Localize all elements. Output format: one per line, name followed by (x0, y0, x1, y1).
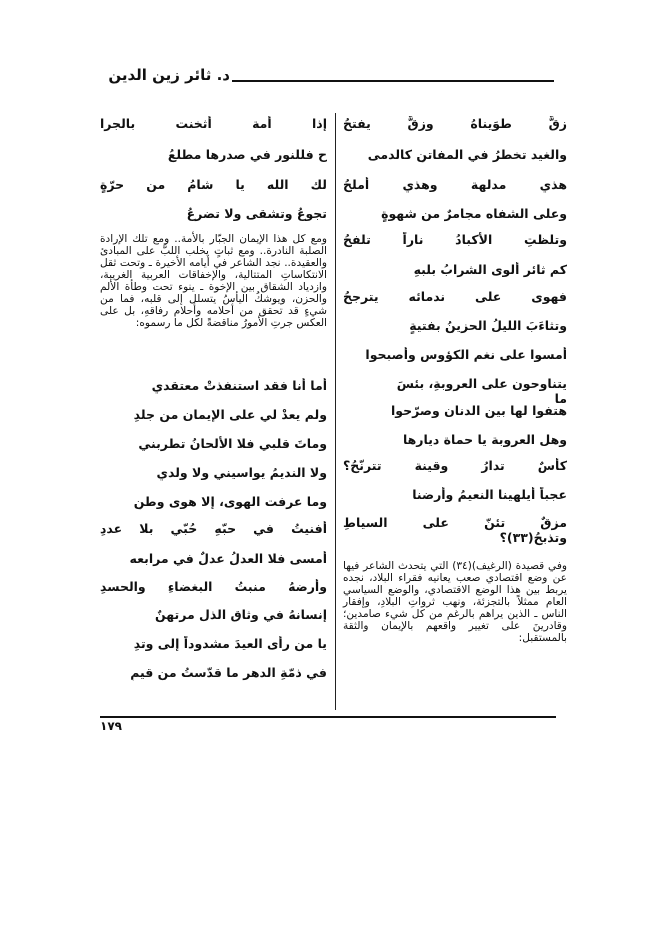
prose-paragraph: ومع كل هذا الإيمان الجبّار بالأمة.. ومع تلك الإرادة الصلبة النادرة.. ومع ثباتٍ يخلب اللبَّ على المبادئ والعقيدة.. نجد الشاعر في أيامه الأخيرة ـ وتحت ثقل الانتكاساتِ المتتالية، والإخفاقات العربية الغريبة، وازدياد الشقاق بين الإخوة ـ ينوء تحت وطأة الألم والحزن، ويوشكُ اليأسُ يتسلل إلى قلبه، فما من شيءٍ قد تحقق من أحلامه وأحلام رفاقهِ، بل على العكس جرتِ الأمورُ مناقضةً لكل ما رسموه: (100, 233, 327, 329)
verse-line: فهوى على ندمائه يترجحُ (343, 289, 567, 304)
verse-line: ح فللنور في صدرها مطلعُ (167, 147, 327, 162)
verse-line: وتثاءَبَ الليلُ الحزينُ بفتيةٍ (409, 318, 567, 333)
verse-line: كأسٌ تدارُ وقينة تترنّحُ؟ (343, 458, 567, 473)
verse-line: مزقٌ تئنّ على السياطِ (343, 515, 567, 530)
verse-line: تجوعُ وتشقى ولا تضرعُ (186, 206, 327, 221)
verse-line: أمسى فلا العدلُ عدلٌ في مرابعه (129, 551, 327, 566)
verse-line: يتناوحون على العروبةِ، بئسَ (396, 376, 567, 391)
verse-line: وتذبحُ(٣٣)؟ (499, 530, 567, 545)
author-header: د. ثائر زين الدين (108, 66, 230, 84)
verse-line: هتفوا لها بين الدنان وصرّحوا (391, 403, 567, 418)
verse-line: زقٌّ طوَيناهُ وزقٌّ يفتحُ (343, 116, 567, 131)
verse-line: وماتَ قلبي فلا الألحانُ تطربني (138, 436, 327, 451)
verse-line: أفنيتُ في حبّهِ حُبّي بلا عددِ (100, 521, 327, 536)
verse-line: كم ثائر ألوى الشرابُ بلبهِ (413, 262, 567, 277)
verse-line: يا من رأى العيدَ مشدوداً إلى وتدِ (133, 636, 327, 651)
verse-line: في ذمّةِ الدهر ما قدّستُ من قيمِ (130, 665, 327, 680)
verse-line: وما عرفت الهوى، إلا هوى وطنٍ (133, 494, 327, 509)
verse-line: ما (554, 391, 567, 406)
verse-line: لك الله يا شامُ من حرّةٍ (100, 177, 327, 192)
verse-line: إذا أمة أثخنت بالجرا (100, 116, 327, 131)
verse-line: عجباً أيلهينا النعيمُ وأرضنا (412, 487, 567, 502)
verse-line: إنسانهُ في وثاق الذل مرتهنٌ (155, 607, 327, 622)
column-divider (335, 113, 336, 710)
header-rule (232, 80, 554, 82)
verse-line: ولا النديمُ يواسيني ولا ولدي (156, 465, 327, 480)
verse-line: وأرضهُ منبتُ البغضاءِ والحسدِ (100, 579, 327, 594)
prose-paragraph: وفي قصيدة (الرغيف)(٣٤) التي يتحدث الشاعر فيها عن وضع اقتصادي صعب يعانيه فقراء البلاد، نجده يربط بين هذا الوضع الاقتصادي، والوضع السياسي العام ممثلاً بالتجزئة، ونهب ثرواتِ البلادِ، وإفقار الناس ـ الذين يراهم بالرغم من كل شيء صامدين؛ وقادرينَ على تغيير واقعهم بالإيمان والثقة بالمستقبل: (343, 560, 567, 644)
verse-line: ولم يعدْ لي على الإيمان من جلدِ (133, 407, 327, 422)
footer-rule (100, 716, 556, 718)
verse-line: وتلظتِ الأكبادُ ناراً تلفحُ (343, 232, 567, 247)
verse-line: والغيد تخطرُ في المفاتنِ كالدمى (367, 147, 567, 162)
verse-line: هذي مدلهة وهذي أملحُ (343, 177, 567, 192)
verse-line: وهل العروبة يا حماة ديارها (402, 432, 567, 447)
page-number: ١٧٩ (100, 719, 122, 733)
verse-line: أمسوا على نغم الكؤوس وأصبحوا (365, 347, 567, 362)
verse-line: أما أنا فقد استنفذتْ معتقدي (151, 378, 327, 393)
verse-line: وعلى الشفاه مجامرٌ من شهوةٍ (381, 206, 567, 221)
